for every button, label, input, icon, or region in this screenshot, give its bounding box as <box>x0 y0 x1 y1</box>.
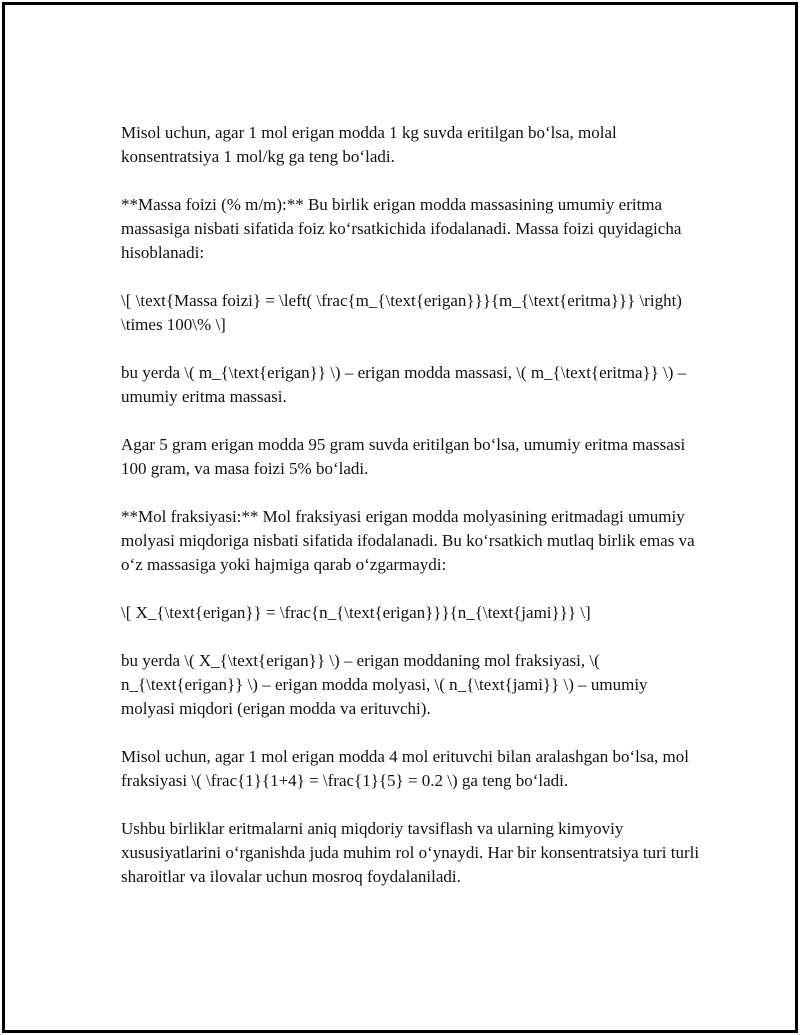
paragraph-mass-percent-terms: bu yerda \( m_{\text{erigan}} \) – erigan modda massasi, \( m_{\text{eritma}} \) – umumiy eritma massasi. <box>121 363 687 406</box>
paragraph-mass-percent-example: Agar 5 gram erigan modda 95 gram suvda eritilgan bo‘lsa, umumiy eritma massasi 100 gram, va masa foizi 5% bo‘ladi. <box>121 435 686 478</box>
formula-mole-fraction: \[ X_{\text{erigan}} = \frac{n_{\text{erigan}}}{n_{\text{jami}}} \] <box>121 603 591 622</box>
paragraph-mole-fraction-intro: **Mol fraksiyasi:** Mol fraksiyasi erigan modda molyasining eritmadagi umumiy molyasi miqdoriga nisbati sifatida ifodalanadi. Bu ko‘rsatkich mutlaq birlik emas va o‘z massasiga yoki hajmiga qarab o‘zgarmaydi: <box>121 507 695 574</box>
paragraph-molal-example: Misol uchun, agar 1 mol erigan modda 1 kg suvda eritilgan bo‘lsa, molal konsentratsiya 1 mol/kg ga teng bo‘ladi. <box>121 123 617 166</box>
paragraph-mole-fraction-terms: bu yerda \( X_{\text{erigan}} \) – erigan moddaning mol fraksiyasi, \( n_{\text{erigan}} \) – erigan modda molyasi, \( n_{\text{jami}} \) – umumiy molyasi miqdori (erigan modda va erituvchi). <box>121 651 648 718</box>
paragraph-conclusion: Ushbu birliklar eritmalarni aniq miqdoriy tavsiflash va ularning kimyoviy xususiyatlarini o‘rganishda juda muhim rol o‘ynaydi. Har bir konsentratsiya turi turli sharoitlar va ilovalar uchun mosroq foydalaniladi. <box>121 819 700 886</box>
formula-mass-percent: \[ \text{Massa foizi} = \left( \frac{m_{\text{erigan}}}{m_{\text{eritma}}} \right) \times 100\% \] <box>121 291 682 334</box>
paragraph-mole-fraction-example: Misol uchun, agar 1 mol erigan modda 4 mol erituvchi bilan aralashgan bo‘lsa, mol fraksiyasi \( \frac{1}{1+4} = \frac{1}{5} = 0.2 \) ga teng bo‘ladi. <box>121 747 689 790</box>
paragraph-mass-percent-intro: **Massa foizi (% m/m):** Bu birlik erigan modda massasining umumiy eritma massasiga nisbati sifatida foiz ko‘rsatkichida ifodalanadi. Massa foizi quyidagicha hisoblanadi: <box>121 195 682 262</box>
page-frame <box>2 2 798 1033</box>
document-body <box>121 121 701 913</box>
